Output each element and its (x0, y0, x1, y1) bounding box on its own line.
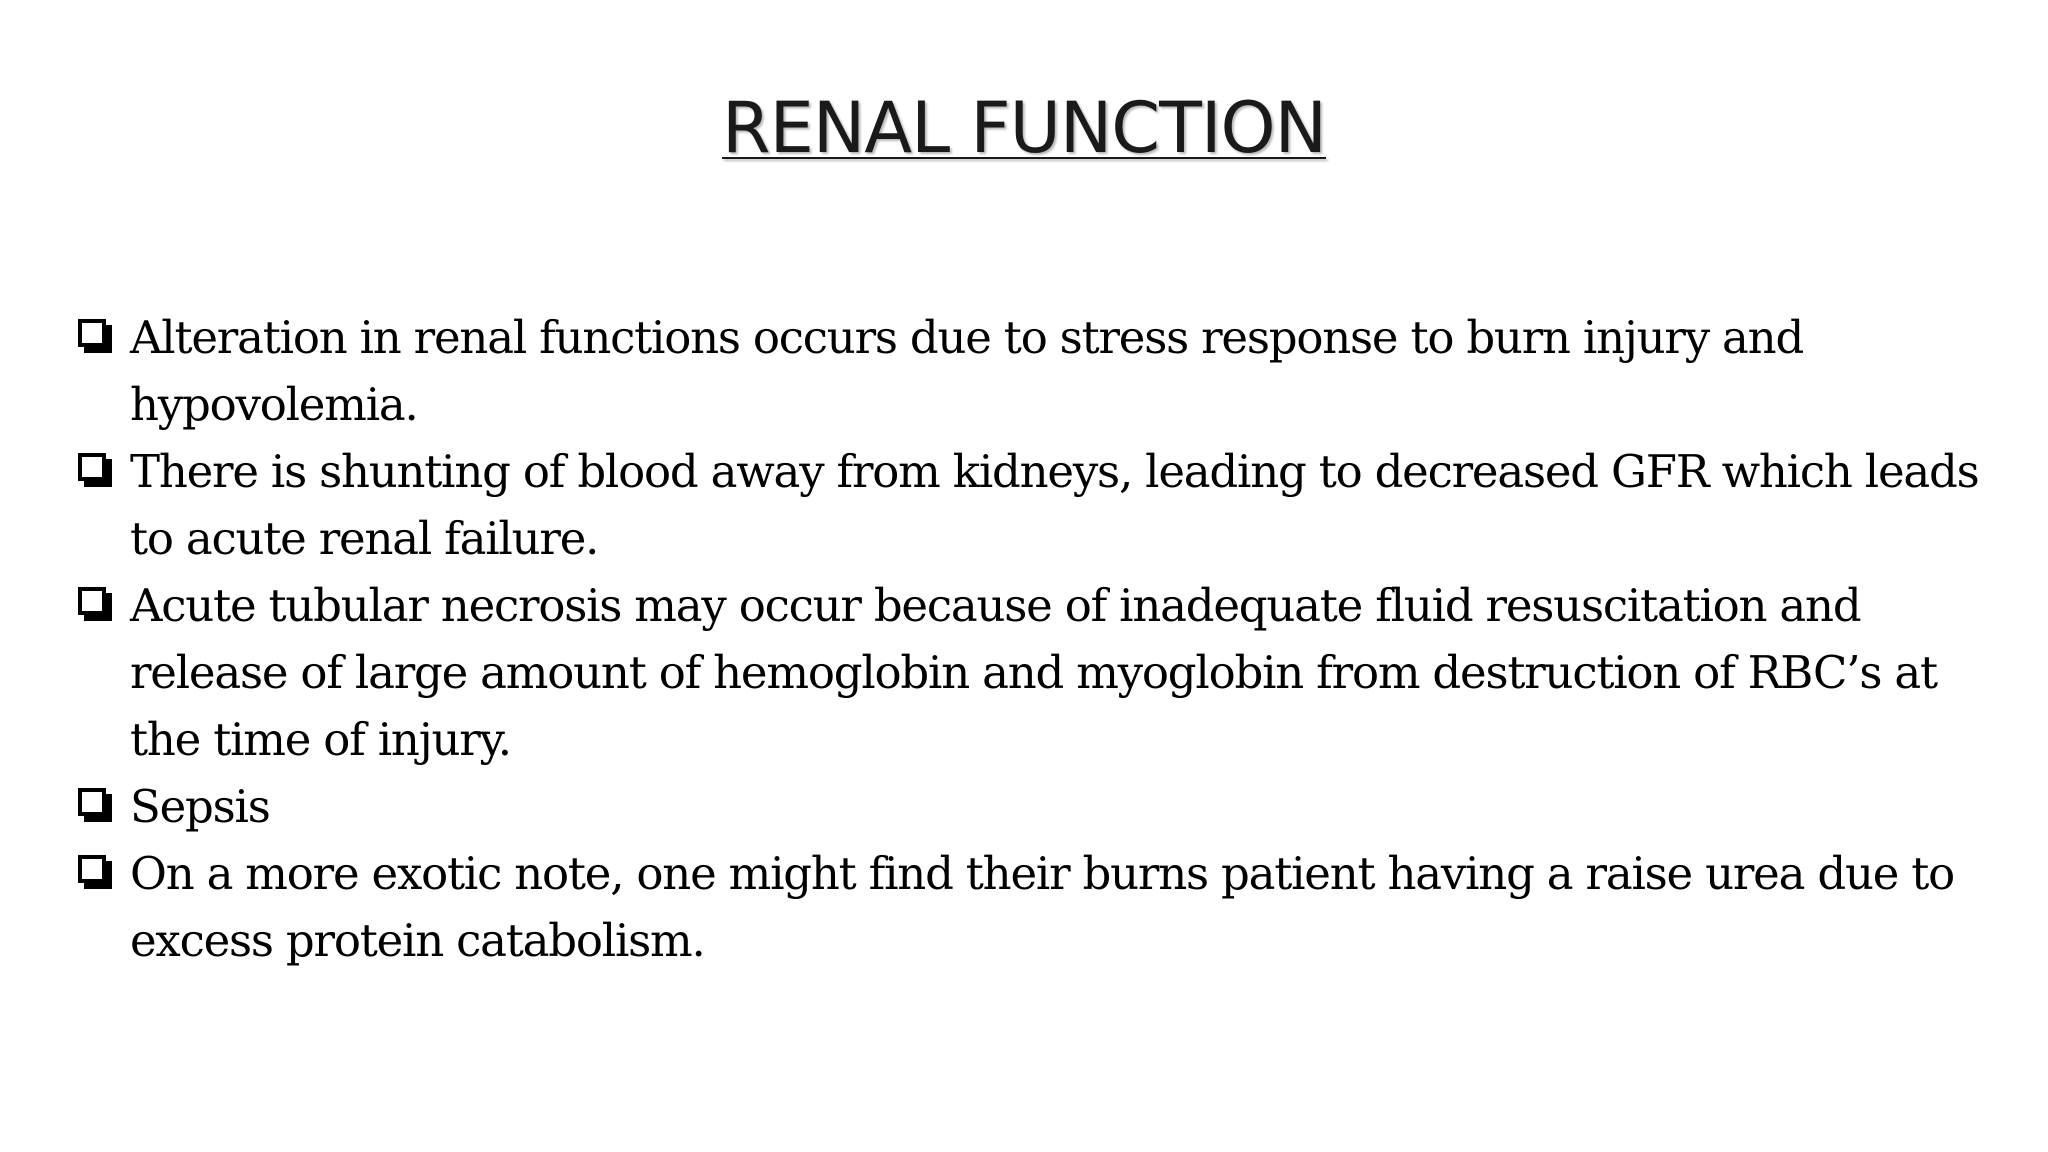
bullet-text: There is shunting of blood away from kidneys, leading to decreased GFR which leads to acute renal failure. (130, 445, 1979, 565)
bullet-text: Acute tubular necrosis may occur because of inadequate fluid resuscitation and release of large amount of hemoglobin and myoglobin from destruction of RBC’s at the time of injury. (130, 579, 1937, 766)
checkbox-square-icon (78, 319, 106, 347)
bullet-item (76, 438, 2016, 572)
bullet-item (76, 840, 2016, 974)
bullet-text: Sepsis (130, 780, 270, 833)
bullet-item (76, 572, 2016, 773)
bullet-item (76, 773, 2016, 840)
slide-title: RENAL FUNCTION (722, 87, 1326, 169)
bullet-text: On a more exotic note, one might find their burns patient having a raise urea due to excess protein catabolism. (130, 847, 1955, 967)
bullet-text: Alteration in renal functions occurs due to stress response to burn injury and hypovolemia. (130, 311, 1804, 431)
bullet-list (76, 304, 2016, 974)
checkbox-square-icon (78, 788, 106, 816)
bullet-item (76, 304, 2016, 438)
checkbox-square-icon (78, 453, 106, 481)
checkbox-square-icon (78, 587, 106, 615)
checkbox-square-icon (78, 855, 106, 883)
